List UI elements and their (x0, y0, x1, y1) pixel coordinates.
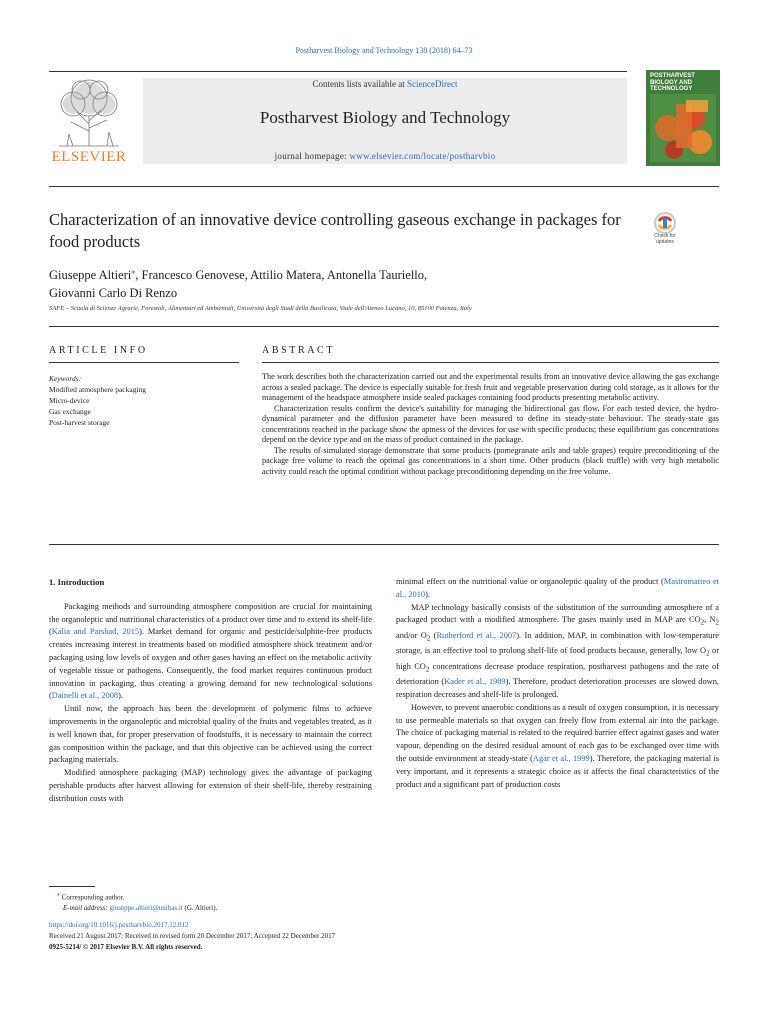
check-updates-label: Check for updates (654, 233, 676, 245)
journal-citation[interactable]: Postharvest Biology and Technology 138 (2018) 64–73 (295, 46, 473, 55)
footnote-rule (49, 886, 95, 887)
footnote (49, 886, 379, 914)
body-paragraph: Modified atmosphere packaging (MAP) technology gives the advantage of packaging perishable products after harvest allowing for extension of their shelf-life, thereby restraining distribution costs with (49, 768, 372, 803)
text-run: Packaging methods and surrounding atmosphere composition are crucial for maintaining the organoleptic and nutritional characteristics of a product over time and to extend its shelf-life ( (49, 601, 372, 637)
ref-kalia-parshad[interactable]: Kalia and Parshad, 2015 (51, 627, 140, 637)
footnote-star: ⁎ (57, 892, 60, 898)
publication-metadata (49, 920, 549, 953)
body-paragraph (396, 702, 719, 792)
article-title: Characterization of an innovative device controlling gaseous exchange in packages for food products (49, 210, 621, 251)
email-label: E-mail address: (63, 904, 110, 913)
cover-title: POSTHARVEST BIOLOGY AND TECHNOLOGY (650, 73, 695, 92)
homepage-link[interactable]: www.elsevier.com/locate/postharvbio (349, 151, 496, 161)
text-run: ). In addition, MAP, in combination with low-temperature storage, is an effective tool to prolong shelf-life of food products because, generally, low O (396, 630, 719, 656)
text-run: ). Therefore, product deterioration processes are slowed down, respiration decreases and shelf-life is prolonged. (396, 677, 719, 700)
author-list (49, 263, 629, 302)
received-dates: Received 21 August 2017; Received in revised form 20 December 2017; Accepted 22 December 2017 (49, 932, 336, 940)
text-run: or high CO (396, 646, 719, 671)
abstract-heading: ABSTRACT (262, 345, 336, 356)
subscript: 2 (426, 634, 431, 643)
text-run: ( (430, 630, 437, 640)
body-paragraph: Until now, the approach has been the development of polymeric films to achieve improvements in the organoleptic and microbial quality of the fruits and vegetables treated, as it is well known that, for proper preservation of foodstuffs, it is necessary to maintain the correct gas composition within the package, and that this objective can be achieved using the correct packaging materials. (49, 704, 372, 765)
cover-artwork (646, 70, 720, 166)
elsevier-logo (49, 76, 129, 166)
text-run: and/or O (396, 630, 427, 640)
text-run: minimal effect on the nutritional value or organoleptic quality of the product ( (396, 577, 664, 586)
corresponding-note (49, 890, 379, 903)
body-column-left (49, 576, 372, 806)
body-paragraph (396, 576, 719, 602)
ref-rutherford[interactable]: Rutherford et al., 2007 (436, 630, 517, 640)
subscript: 2 (700, 619, 705, 628)
journal-title: Postharvest Biology and Technology (259, 108, 511, 127)
authors-rest: , Francesco Genovese, Attilio Matera, Antonella Tauriello, (135, 268, 428, 283)
check-for-updates-badge[interactable] (648, 212, 682, 252)
sciencedirect-link[interactable]: ScienceDirect (407, 79, 458, 89)
text-run: concentrations decrease produce respiration, postharvest pathogens and the rate of deterioration ( (396, 661, 719, 687)
contents-prefix: Contents lists available at (312, 79, 407, 89)
abstract-paragraph: The results of simulated storage demonstrate that some products (pomegranate arils and table grapes) require preconditioning of the package free volume to reach the optimal gas concentrations in a short time. Other products (black truffle) with very high metabolic activity could reach the optimal condition without package preconditioning depending on the free volume. (262, 445, 719, 476)
keywords-heading: Keywords: (49, 374, 82, 383)
homepage-label: journal homepage: (274, 151, 350, 161)
header-bottom-rule (49, 186, 719, 187)
ref-dainelli[interactable]: Dainelli et al., 2008 (51, 691, 119, 701)
journal-cover[interactable] (646, 70, 720, 166)
abstract-paragraph: Characterization results confirm the device's suitability for managing the bidirectional gas flow. For each tested device, the hydro-dynamical parameter and the diffusion parameter have been measured to define its steady-state behaviour. The steady-state gas concentrations reached in the package show the aptness of the devices for use with specific products; these equilibrium gas concentrations depend on the device type and on the mass of product contained in the package. (262, 403, 719, 444)
elsevier-tree-icon (49, 76, 129, 148)
ref-mastromatteo[interactable]: Mastromatteo et al., 2010 (396, 577, 719, 599)
keyword-item: Micro-device (49, 396, 90, 405)
journal-homepage (143, 151, 627, 161)
corresponding-author-marker[interactable]: ⁎ (131, 267, 136, 276)
abstract-paragraph: The work describes both the characterization carried out and the experimental results from an innovative device allowing the gas exchange across a sealed package. The device is especially suitable for fresh fruit and vegetable preservation during cold storage, as it allows for the management of the headspace atmosphere inside sealed packages containing food products presenting metabolic activity. (262, 372, 719, 402)
abstract-bottom-rule (49, 544, 719, 545)
article-info-rule (49, 362, 239, 363)
elsevier-wordmark: ELSEVIER (51, 149, 127, 165)
corresponding-text: Corresponding author. (60, 893, 125, 902)
text-run: ). Therefore, the packaging material is very important, and it represents a strategic choice as it affects the final characteristics of the product and a significant part of production costs (396, 754, 719, 789)
author-altieri: Giuseppe Altieri (49, 268, 132, 283)
text-run: ). (118, 691, 123, 701)
section-heading-introduction: 1. Introduction (49, 577, 105, 587)
text-run: MAP technology basically consists of the substitution of the surrounding atmosphere of a packaged product with a modified atmosphere. The gases mainly used in MAP are CO (396, 602, 719, 625)
author-email-link[interactable]: giuseppe.altieri@unibas.it (109, 904, 183, 913)
keywords-block (49, 373, 239, 428)
doi-link[interactable]: https://doi.org/10.1016/j.postharvbio.2017.12.012 (49, 921, 189, 929)
keyword-item: Post-harvest storage (49, 418, 110, 427)
copyright-line: 0925-5214/ © 2017 Elsevier B.V. All rights reserved. (49, 943, 203, 951)
keyword-item: Gas exchange (49, 407, 91, 416)
subscript: 2 (706, 650, 710, 658)
ref-kader[interactable]: Kader et al., 1989 (444, 677, 506, 687)
body-paragraph (49, 601, 372, 703)
keyword-item: Modified atmosphere packaging (49, 385, 147, 394)
article-info-heading: ARTICLE INFO (49, 345, 148, 356)
author-di-renzo: Giovanni Carlo Di Renzo (49, 286, 178, 301)
text-run: , N (704, 615, 716, 625)
abstract-rule (262, 362, 719, 363)
text-run: ). Market demand for organic and pesticide/sulphite-free products creates increasing interest in treatments based on modified atmosphere shock treatment and/or packaging using low levels of oxygen and other gases having an effect on the metabolic activity of vegetable tissue or pathogens. Consequently, the food market requires continuous product innovation in packaging, thus creating a growing demand for new technological solutions ( (49, 627, 372, 701)
contents-line (143, 79, 627, 89)
text-run: However, to prevent anaerobic conditions as a result of oxygen consumption, it is necessary to use permeable materials so that oxygen can freely flow from external air into the package. The choice of packaging material is related to the required barrier effect against gases and water vapour, depending on the desired residual amount of each gas to be exchanged over time with the outside environment at steady-state ( (396, 702, 719, 764)
affiliation-rule (49, 326, 719, 327)
abstract-text (262, 372, 719, 477)
email-line (49, 903, 379, 914)
subscript: 2 (715, 619, 719, 628)
body-paragraph (396, 602, 719, 702)
body-column-right (396, 576, 719, 791)
journal-masthead (143, 78, 627, 164)
header-top-rule (49, 71, 627, 72)
text-run: ). (425, 589, 430, 599)
affiliation: SAFE – Scuola di Scienze Agrarie, Forestali, Alimentari ed Ambientali, Università degli Studi della Basilicata, Viale dell'Ateneo Lucano, 10, 85100 Potenza, Italy (49, 305, 472, 312)
subscript: 2 (425, 665, 430, 674)
email-suffix: (G. Altieri). (182, 904, 218, 913)
ref-agar[interactable]: Agar et al., 1999 (532, 754, 590, 764)
